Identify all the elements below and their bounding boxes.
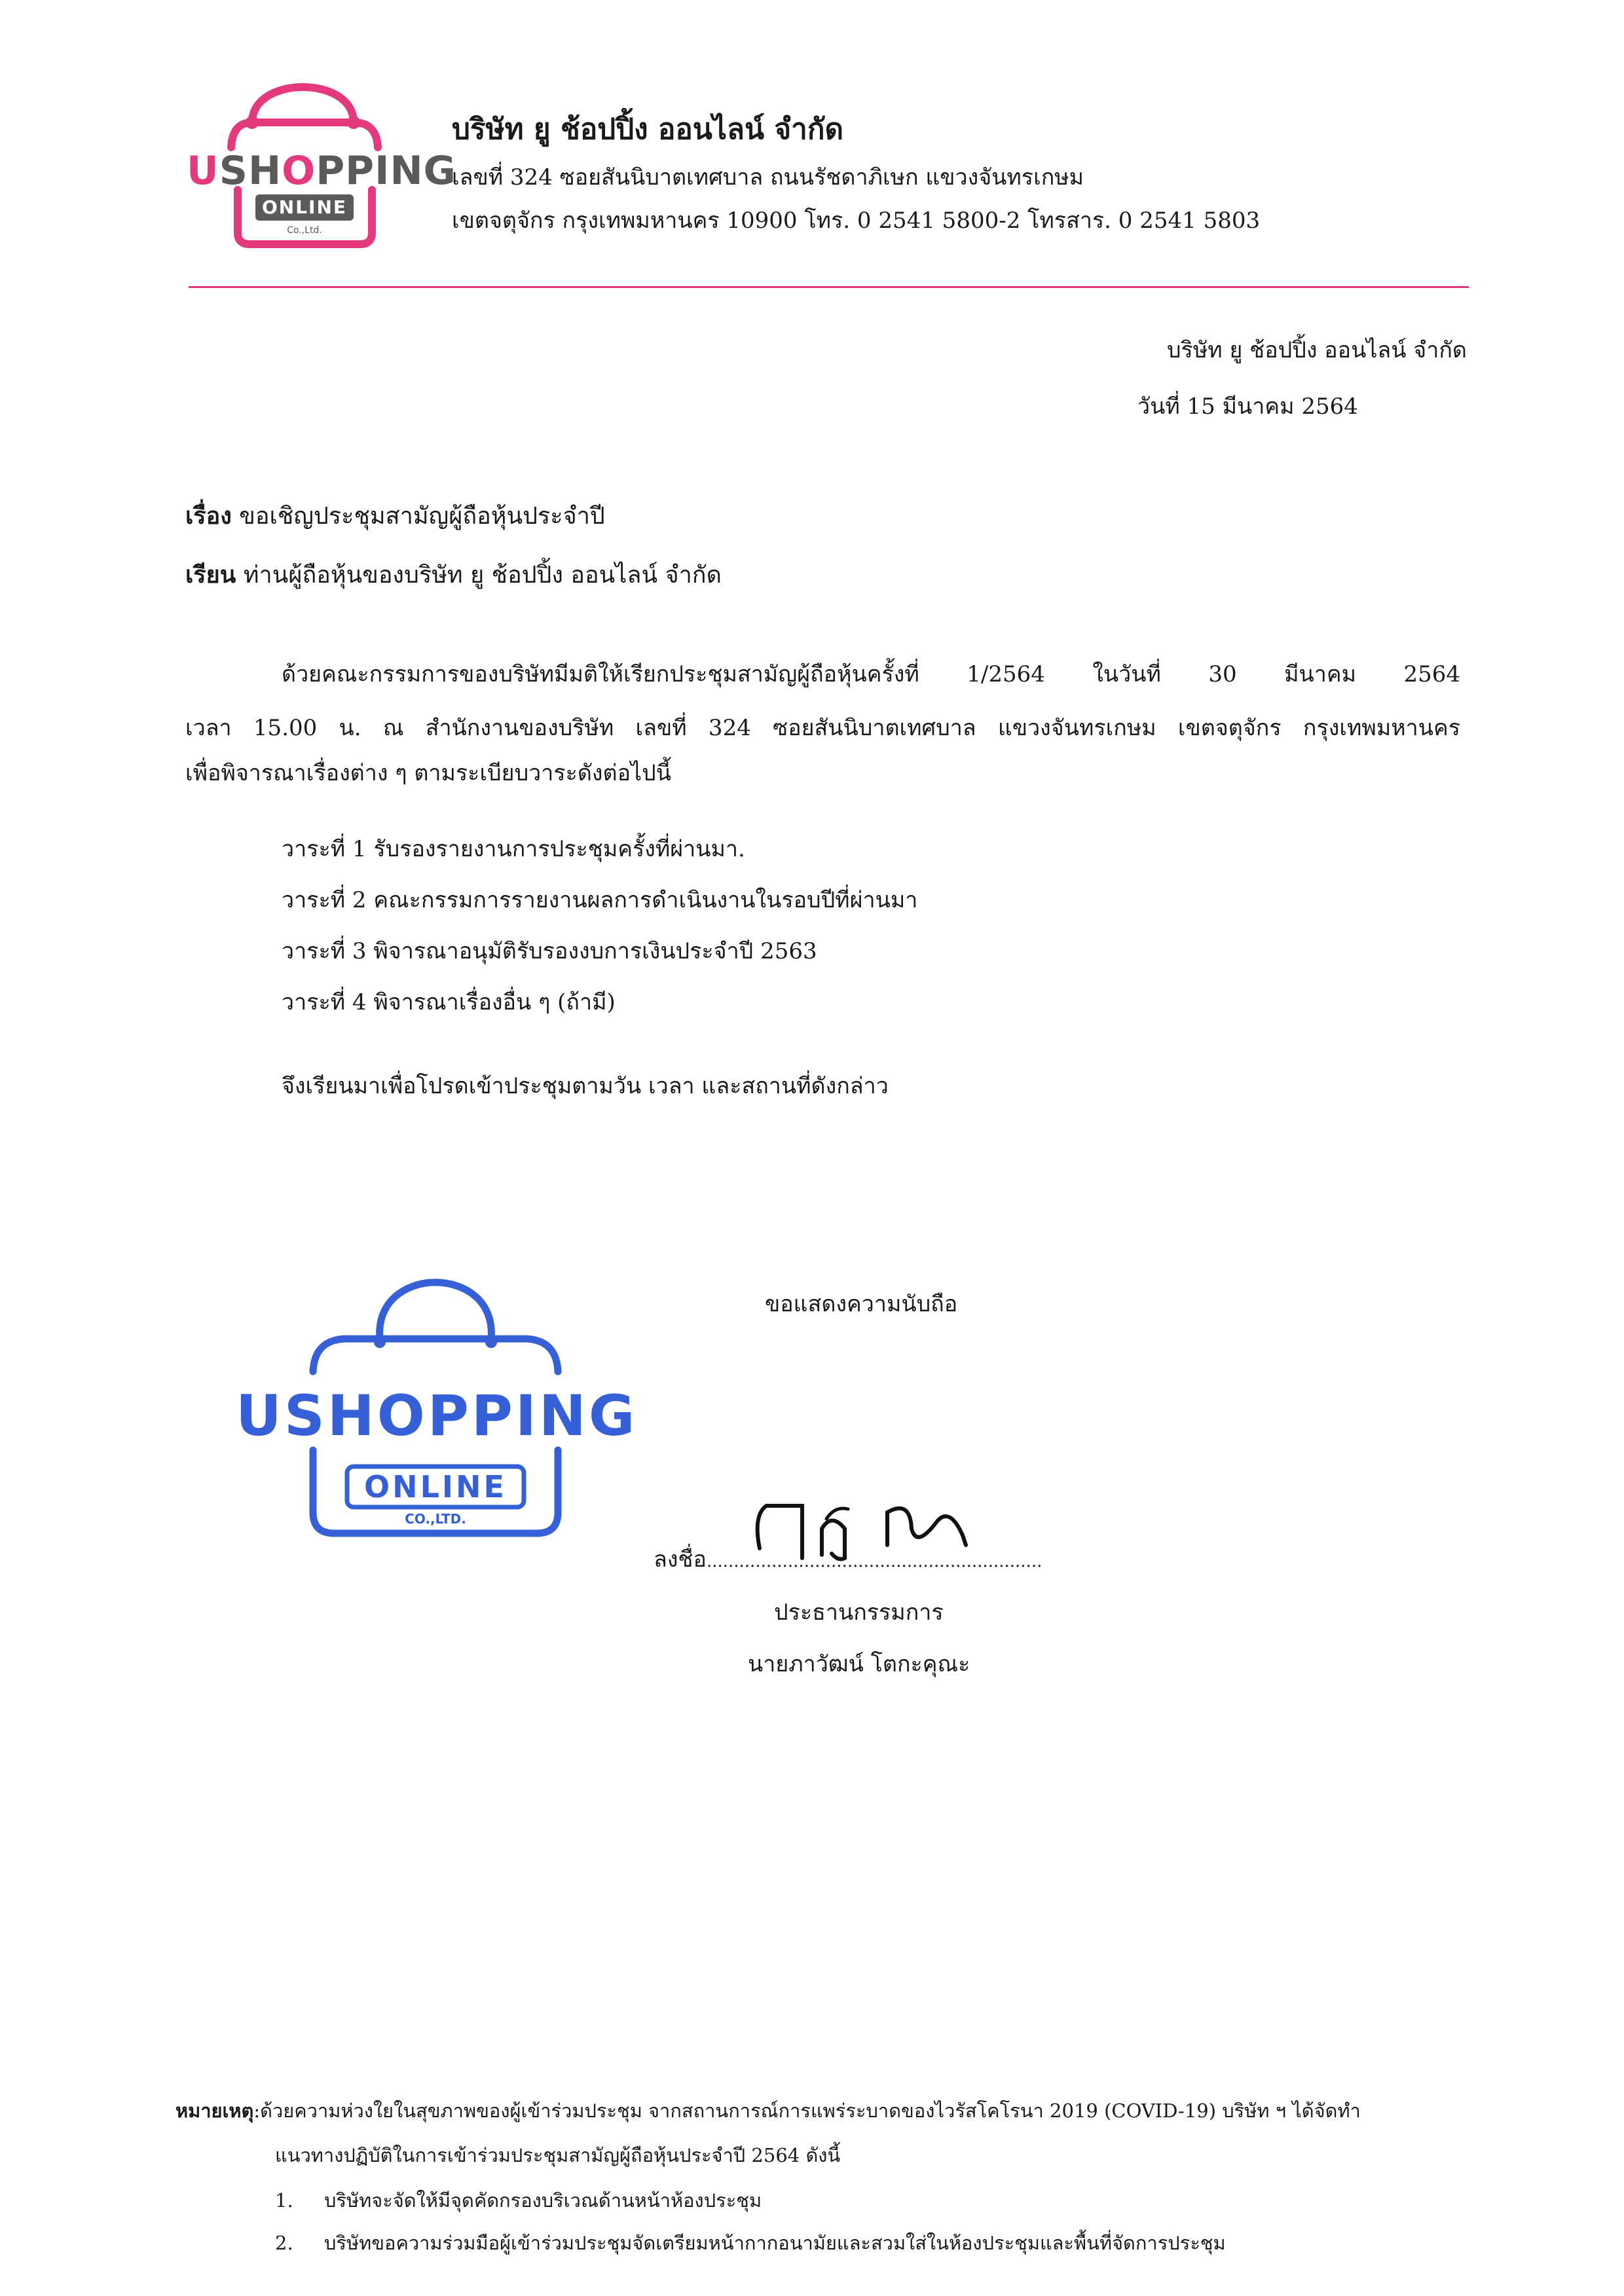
body-line-3: เพื่อพิจารณาเรื่องต่าง ๆ ตามระเบียบวาระดังต่อไปนี้: [185, 760, 671, 786]
regards: ขอแสดงความนับถือ: [765, 1291, 958, 1317]
letter-date: วันที่ 15 มีนาคม 2564: [1137, 393, 1358, 420]
recipient-text: ท่านผู้ถือหุ้นของบริษัท ยู ช้อปปิ้ง ออนไลน์ จำกัด: [243, 562, 722, 589]
note-line-1: [175, 2102, 1361, 2121]
recipient-line: [185, 563, 722, 587]
note-text-1: :ด้วยความห่วงใยในสุขภาพของผู้เข้าร่วมประชุม จากสถานการณ์การแพร่ระบาดของไวรัสโคโรนา 2019 (COVID-19) บริษัท ฯ ได้จัดทำ: [253, 2100, 1361, 2122]
note-item-2-num: 2.: [275, 2232, 293, 2254]
signer-position: ประธานกรรมการ: [774, 1599, 944, 1626]
agenda-item-1: วาระที่ 1 รับรองรายงานการประชุมครั้งที่ผ่านมา.: [282, 836, 745, 862]
logo-coltd: Co.,Ltd.: [287, 225, 322, 236]
signer-name: นายภาวัฒน์ โตกะคุณะ: [748, 1651, 970, 1677]
sign-dots: ..............................................................: [706, 1552, 1043, 1571]
logo-online: ONLINE: [261, 196, 348, 218]
subject-label: เรื่อง: [185, 502, 232, 530]
recipient-label: เรียน: [185, 561, 236, 589]
logo-wordmark: USHOPPING: [187, 148, 456, 194]
note-line-2: แนวทางปฏิบัติในการเข้าร่วมประชุมสามัญผู้ถือหุ้นประจำปี 2564 ดังนี้: [275, 2144, 841, 2166]
body-line-2: เวลา 15.00 น. ณ สำนักงานของบริษัท เลขที่ 324 ซอยสันนิบาตเทศบาล แขวงจันทรเกษม เขตจตุจักร กรุงเทพมหานคร: [185, 715, 1460, 741]
note-label: หมายเหตุ: [175, 2100, 254, 2122]
issuer-company: บริษัท ยู ช้อปปิ้ง ออนไลน์ จำกัด: [1166, 337, 1467, 363]
agenda-item-2: วาระที่ 2 คณะกรรมการรายงานผลการดำเนินงานในรอบปีที่ผ่านมา: [282, 887, 918, 913]
company-name: บริษัท ยู ช้อปปิ้ง ออนไลน์ จำกัด: [452, 113, 844, 146]
closing-line: จึงเรียนมาเพื่อโปรดเข้าประชุมตามวัน เวลา และสถานที่ดังกล่าว: [282, 1073, 889, 1099]
sign-line: [654, 1548, 1042, 1571]
company-logo: [187, 62, 456, 252]
subject-line: [185, 504, 605, 528]
note-item-2-text: บริษัทขอความร่วมมือผู้เข้าร่วมประชุมจัดเตรียมหน้ากากอนามัยและสวมใส่ในห้องประชุมและพื้นที่จัดการประชุม: [324, 2232, 1226, 2254]
note-item-1-text: บริษัทจะจัดให้มีจุดคัดกรองบริเวณด้านหน้าห้องประชุม: [324, 2189, 762, 2212]
note-item-1-num: 1.: [275, 2189, 293, 2212]
body-line-1: ด้วยคณะกรรมการของบริษัทมีมติให้เรียกประชุมสามัญผู้ถือหุ้นครั้งที่ 1/2564 ในวันที่ 30 มีนาคม 2564: [282, 661, 1460, 687]
header-divider: [189, 286, 1469, 288]
agenda-item-4: วาระที่ 4 พิจารณาเรื่องอื่น ๆ (ถ้ามี): [282, 989, 616, 1015]
company-stamp: [229, 1237, 638, 1565]
sign-label: ลงชื่อ: [654, 1546, 707, 1573]
stamp-online: ONLINE: [364, 1469, 507, 1504]
stamp-brand: USHOPPING: [236, 1383, 638, 1449]
subject-text: ขอเชิญประชุมสามัญผู้ถือหุ้นประจำปี: [239, 503, 605, 530]
address-line-2: เขตจตุจักร กรุงเทพมหานคร 10900 โทร. 0 2541 5800-2 โทรสาร. 0 2541 5803: [452, 208, 1261, 234]
stamp-coltd: CO.,LTD.: [405, 1511, 466, 1527]
address-line-1: เลขที่ 324 ซอยสันนิบาตเทศบาล ถนนรัชดาภิเษก แขวงจันทรเกษม: [452, 164, 1084, 191]
agenda-item-3: วาระที่ 3 พิจารณาอนุมัติรับรองงบการเงินประจำปี 2563: [282, 938, 817, 964]
